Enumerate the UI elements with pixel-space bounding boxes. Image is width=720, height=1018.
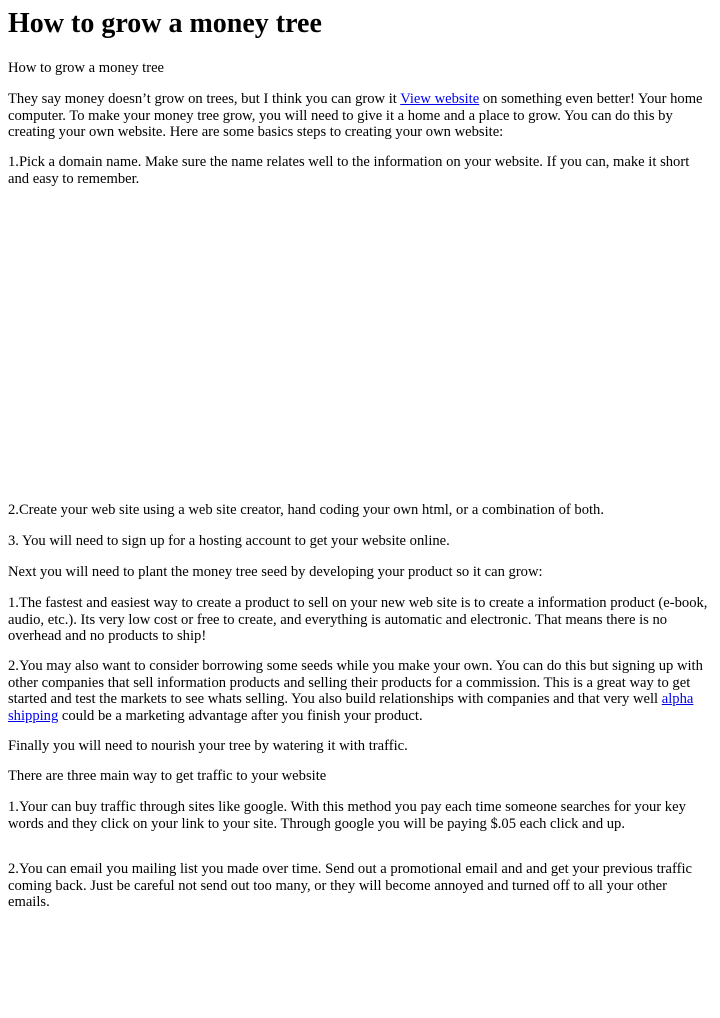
step-1-paragraph: 1.Pick a domain name. Make sure the name relates well to the information on your website. If you can, make it short and easy to remember.	[8, 154, 690, 187]
article	[8, 0, 712, 910]
nourish-paragraph: Finally you will need to nourish your tree by watering it with traffic.	[8, 738, 408, 754]
product-2-text-before-link: 2.You may also want to consider borrowing some seeds while you make your own. You can do this but signing up with other companies that sell information products and selling their products for a commission. This is a great way to get started and test the markets to see whats selling. You also build relationships with companies and that very well	[8, 658, 703, 707]
step-3-paragraph: 3. You will need to sign up for a hosting account to get your website online.	[8, 533, 450, 549]
alpha-shipping-link[interactable]: alpha shipping	[8, 691, 694, 724]
plant-intro-paragraph: Next you will need to plant the money tree seed by developing your product so it can grow:	[8, 564, 543, 580]
article-subtitle: How to grow a money tree	[8, 60, 165, 76]
traffic-1-paragraph: 1.Your can buy traffic through sites like google. With this method you pay each time someone searches for your key words and they click on your link to your site. Through google you will be paying $.05 each click and up.	[8, 799, 686, 832]
product-2-text-after-link: could be a marketing advantage after you finish your product.	[58, 707, 423, 724]
traffic-intro-paragraph: There are three main way to get traffic to your website	[8, 768, 327, 784]
view-website-link[interactable]: View website	[400, 91, 480, 107]
traffic-2-paragraph: 2.You can email you mailing list you made over time. Send out a promotional email and and get your previous traffic coming back. Just be careful not send out too many, or they will become annoyed and turned off to all your other emails.	[8, 861, 693, 910]
product-2-paragraph	[8, 658, 712, 724]
step-2-paragraph: 2.Create your web site using a web site creator, hand coding your own html, or a combination of both.	[8, 502, 604, 518]
product-1-paragraph: 1.The fastest and easiest way to create a product to sell on your new web site is to create a information product (e-book, audio, etc.). Its very low cost or free to create, and everything is automatic and electronic. That means there is no overhead and no products to ship!	[8, 595, 708, 644]
intro-text-before-link: They say money doesn’t grow on trees, but I think you can grow it	[8, 91, 401, 107]
intro-paragraph	[8, 91, 712, 141]
page-title: How to grow a money tree	[8, 8, 322, 39]
blank-ad-space	[8, 196, 712, 496]
intro-text-after-link: on something even better! Your home computer. To make your money tree grow, you will need to give it a home and a place to grow. You can do this by creating your own website. Here are some basics steps to creating your own website:	[8, 91, 703, 140]
